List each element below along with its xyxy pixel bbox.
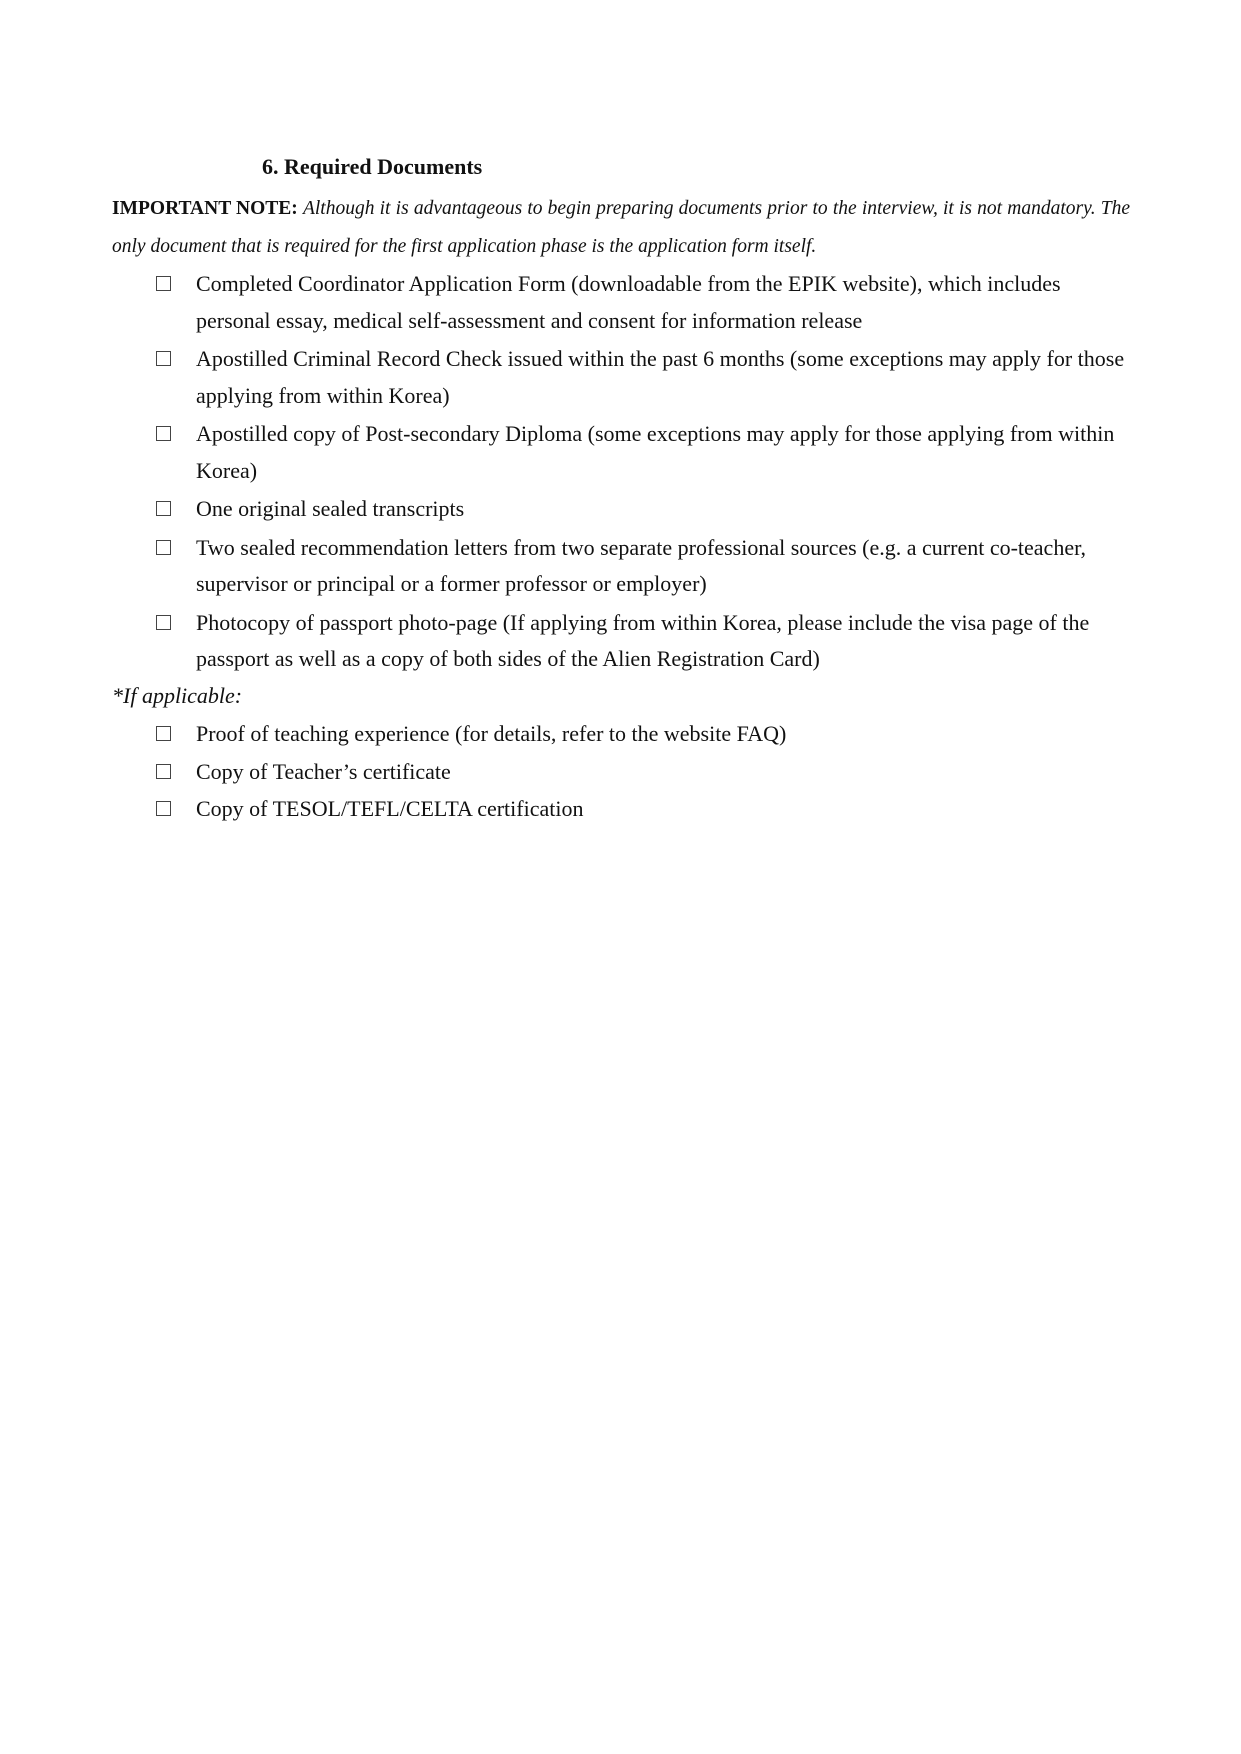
required-documents-list <box>154 266 1134 680</box>
important-note-text: Although it is advantageous to begin preparing documents prior to the interview, it is not mandatory. The only document that is required for the first application phase is the application form itself. <box>112 198 1131 257</box>
checkbox-icon[interactable] <box>156 426 171 441</box>
checkbox-icon[interactable] <box>156 801 171 816</box>
checkbox-icon[interactable] <box>156 764 171 779</box>
checkbox-icon[interactable] <box>156 726 171 741</box>
checkbox-icon[interactable] <box>156 276 171 291</box>
checkbox-icon[interactable] <box>156 540 171 555</box>
if-applicable-label: *If applicable: <box>112 683 243 708</box>
list-item <box>154 605 1134 678</box>
important-note <box>112 190 1130 266</box>
list-item <box>154 341 1134 414</box>
list-item <box>154 716 1134 753</box>
list-item <box>154 530 1134 603</box>
list-item <box>154 754 1134 791</box>
list-item <box>154 491 1134 528</box>
list-item <box>154 266 1134 339</box>
list-item-text: Completed Coordinator Application Form (downloadable from the EPIK website), which includes personal essay, medical self-assessment and consent for information release <box>196 271 1061 333</box>
list-item-text: Two sealed recommendation letters from two separate professional sources (e.g. a current co-teacher, supervisor or principal or a former professor or employer) <box>196 534 1087 596</box>
checkbox-icon[interactable] <box>156 615 171 630</box>
optional-documents-list <box>154 716 1134 829</box>
list-item-text: Apostilled Criminal Record Check issued within the past 6 months (some exceptions may apply for those applying from within Korea) <box>196 346 1125 408</box>
list-item-text: One original sealed transcripts <box>196 496 465 521</box>
section-heading: 6. Required Documents <box>262 154 483 179</box>
important-note-label: IMPORTANT NOTE: <box>112 198 298 219</box>
list-item-text: Copy of TESOL/TEFL/CELTA certification <box>196 796 584 821</box>
list-item-text: Copy of Teacher’s certificate <box>196 758 451 784</box>
checkbox-icon[interactable] <box>156 351 171 366</box>
list-item <box>154 791 1134 828</box>
list-item <box>154 416 1134 489</box>
list-item-text: Photocopy of passport photo-page (If applying from within Korea, please include the visa page of the passport as well as a copy of both sides of the Alien Registration Card) <box>196 609 1090 671</box>
list-item-text: Apostilled copy of Post-secondary Diploma (some exceptions may apply for those applying from within Korea) <box>196 421 1115 483</box>
list-item-text: Proof of teaching experience (for details, refer to the website FAQ) <box>196 721 787 746</box>
checkbox-icon[interactable] <box>156 501 171 516</box>
